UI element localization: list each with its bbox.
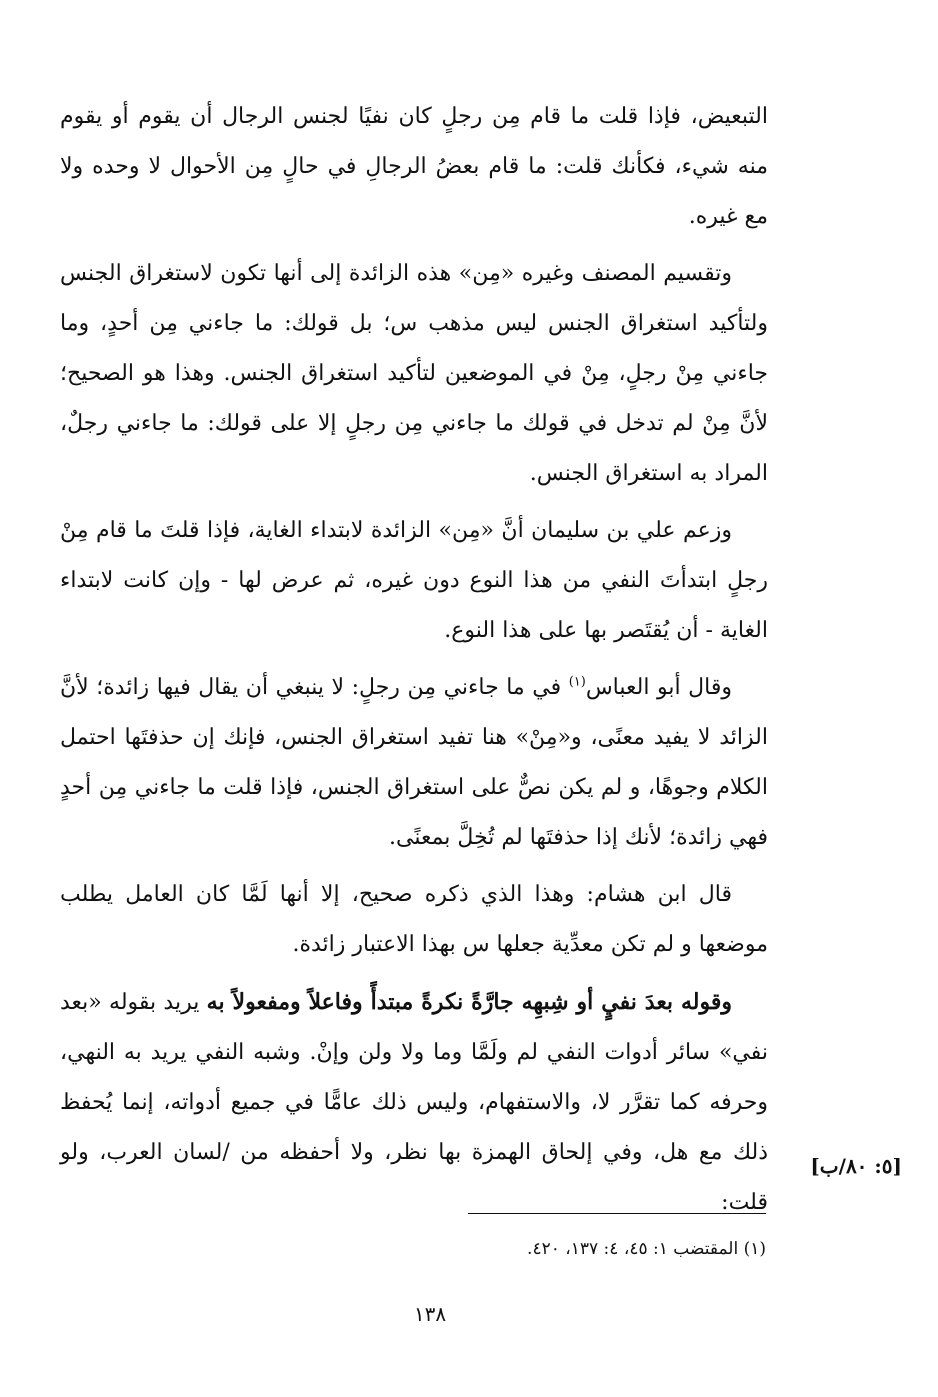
paragraph-6 (60, 977, 768, 1228)
paragraph-2: وتقسيم المصنف وغيره «مِن» هذه الزائدة إلى أنها تكون لاستغراق الجنس ولتأكيد استغراق الجنس ليس مذهب س؛ بل قولك: ما جاءني مِن أحدٍ، وما جاءني مِنْ رجلٍ، مِنْ في الموضعين لتأكيد استغراق الجنس. وهذا هو الصحيح؛ لأنَّ مِنْ لم تدخل في قولك ما جاءني مِن رجلٍ إلا على قولك: ما جاءني رجلٌ، المراد به استغراق الجنس. (60, 261, 769, 486)
paragraph-5: قال ابن هشام: وهذا الذي ذكره صحيح، إلا أنها لَمَّا كان العامل يطلب موضعها و لم تكن معدِّية جعلها س بهذا الاعتبار زائدة. (60, 882, 768, 957)
paragraph-4-body: في ما جاءني مِن رجلٍ: لا ينبغي أن يقال فيها زائدة؛ لأنَّ الزائد لا يفيد معنًى، و«مِنْ» هنا تفيد استغراق الجنس، فإنك إن حذفتَها احتمل الكلام وجوهًا، و لم يكن نصٌّ على استغراق الجنس، فإذا قلت ما جاءني مِن أحدٍ فهي زائدة؛ لأنك إذا حذفتَها لم تُخِلَّ بمعنًى. (60, 675, 768, 850)
page-number: ١٣٨ (413, 1302, 447, 1326)
abbas-prefix: وقال أبو العباس (585, 675, 732, 700)
footnote-divider (468, 1213, 766, 1214)
bold-phrase: وقوله بعدَ نفيٍ أو شِبهِه جارَّةً نكرةً مبتدأً وفاعلاً ومفعولاً به (206, 989, 733, 1015)
margin-reference: [٥: ٨٠/ب] (810, 1154, 902, 1178)
paragraph-3: وزعم علي بن سليمان أنَّ «مِن» الزائدة لابتداء الغاية، فإذا قلتَ ما قام مِنْ رجلٍ ابتدأتَ النفي من هذا النوع دون غيره، ثم عرض لها - وإن كانت لابتداء الغاية - أن يُقتَصر بها على هذا النوع. (60, 518, 768, 643)
paragraph-6-body: يريد بقوله «بعد نفي» سائر أدوات النفي لم ولَمَّا وما ولا ولن وإنْ. وشبه النفي يريد به النهي، وحرفه كما تقرَّر لا، والاستفهام، وليس ذلك عامًّا في جميع أدواته، إنما يُحفظ ذلك مع هل، وفي إلحاق الهمزة بها نظر، ولا أحفظه من /لسان العرب، ولو قلت: (60, 990, 768, 1215)
paragraph-1: التبعيض، فإذا قلت ما قام مِن رجلٍ كان نفيًا لجنس الرجال أن يقوم أو يقوم منه شيء، فكأنك قلت: ما قام بعضُ الرجالِ في حالٍ مِن الأحوال لا وحده ولا مع غيره. (60, 104, 768, 229)
paragraph-4 (60, 663, 768, 863)
footnote: (١) المقتضب ١: ٤٥، ٤: ١٣٧، ٤٢٠. (527, 1239, 766, 1259)
footnote-marker: (١) (568, 674, 586, 690)
main-text (60, 92, 768, 1235)
